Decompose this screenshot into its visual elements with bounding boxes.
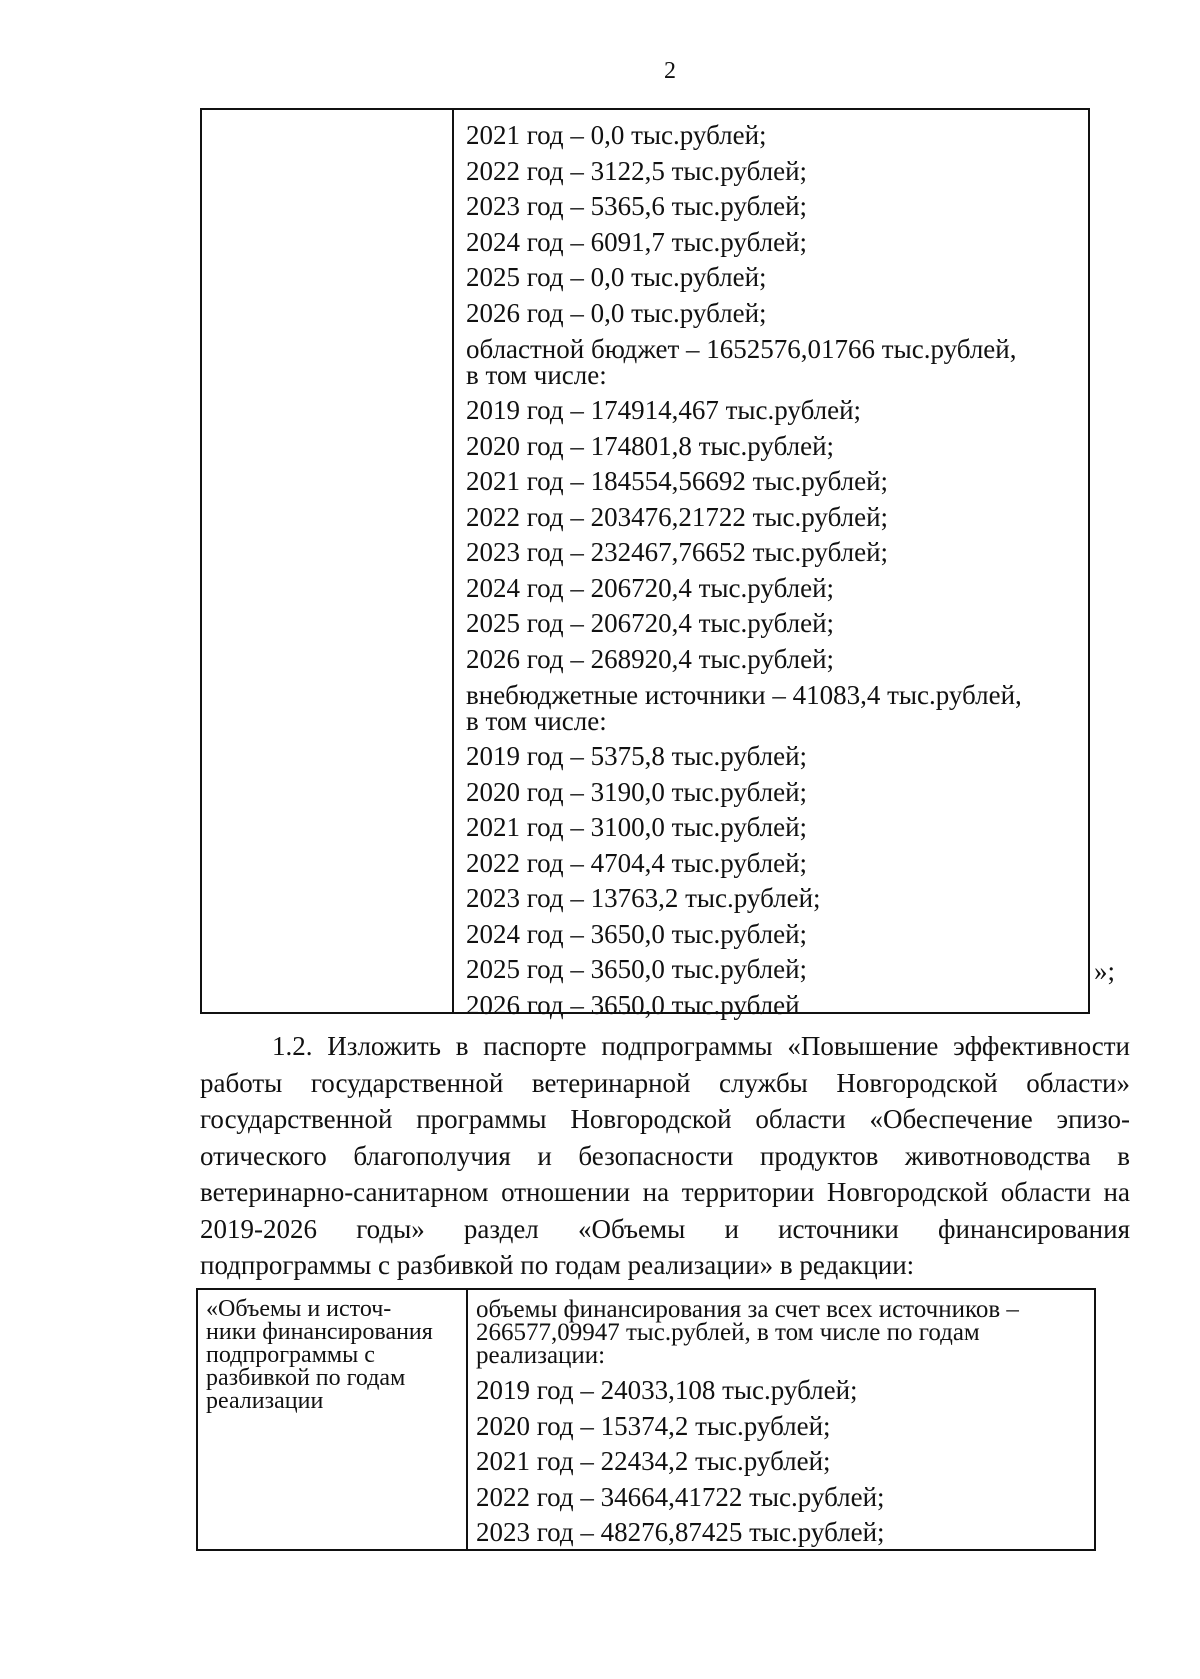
extra-line: 2019 год – 5375,8 тыс.рублей;: [466, 741, 808, 771]
regional-line: 2021 год – 184554,56692 тыс.рублей;: [466, 466, 889, 496]
extra-budget-including: в том числе:: [466, 706, 607, 736]
paragraph-line: государственной программы Новгородской области «Обеспечение эпизо-: [200, 1104, 1130, 1134]
funding-values-cell: [466, 118, 1076, 1023]
regional-line: 2022 год – 203476,21722 тыс.рублей;: [466, 501, 889, 532]
regional-budget-total: областной бюджет – 1652576,01766 тыс.рублей,: [466, 334, 1017, 364]
section-title-line: ники финансирования: [206, 1319, 433, 1345]
funding-line: 2025 год – 0,0 тыс.рублей;: [466, 262, 767, 292]
section-title-line: реализации: [206, 1388, 324, 1414]
regional-line: 2019 год – 174914,467 тыс.рублей;: [466, 395, 862, 425]
total-funding-text: [476, 1298, 1091, 1367]
paragraph-line: 1.2. Изложить в паспорте подпрограммы «Повышение эффективности: [272, 1031, 1130, 1061]
column-divider: [466, 1290, 468, 1549]
extra-line: 2021 год – 3100,0 тыс.рублей;: [466, 812, 808, 842]
funding-line: 2026 год – 0,0 тыс.рублей;: [466, 297, 767, 328]
regional-line: 2020 год – 174801,8 тыс.рублей;: [466, 430, 835, 461]
total-funding-line: реализации:: [476, 1342, 606, 1369]
page-number: 2: [664, 58, 676, 84]
extra-line: 2020 год – 3190,0 тыс.рублей;: [466, 776, 808, 807]
section-title-line: разбивкой по годам: [206, 1365, 406, 1391]
section-title-line: подпрограммы с: [206, 1342, 375, 1368]
extra-budget-header: [466, 682, 1076, 734]
year-funding-line: 2023 год – 48276,87425 тыс.рублей;: [476, 1517, 885, 1547]
year-funding-line: 2021 год – 22434,2 тыс.рублей;: [476, 1446, 831, 1476]
section-title-cell: [206, 1298, 462, 1413]
funding-line: 2022 год – 3122,5 тыс.рублей;: [466, 155, 808, 186]
total-funding-line: объемы финансирования за счет всех источников –: [476, 1296, 1019, 1323]
extra-budget-total: внебюджетные источники – 41083,4 тыс.рублей,: [466, 680, 1022, 710]
closing-quote: »;: [1094, 956, 1116, 986]
funding-line: 2023 год – 5365,6 тыс.рублей;: [466, 191, 808, 221]
amendment-paragraph: [200, 1028, 1130, 1284]
regional-budget-including: в том числе:: [466, 360, 607, 390]
extra-line: 2025 год – 3650,0 тыс.рублей;: [466, 954, 808, 984]
paragraph-line: отического благополучия и безопасности продуктов животноводства в: [200, 1140, 1130, 1171]
subprogram-funding-table: [196, 1288, 1096, 1551]
regional-line: 2025 год – 206720,4 тыс.рублей;: [466, 608, 835, 638]
funding-line: 2024 год – 6091,7 тыс.рублей;: [466, 226, 808, 257]
year-funding-line: 2019 год – 24033,108 тыс.рублей;: [476, 1375, 858, 1405]
regional-line: 2026 год – 268920,4 тыс.рублей;: [466, 643, 835, 674]
column-divider: [452, 110, 454, 1012]
funding-line: 2021 год – 0,0 тыс.рублей;: [466, 120, 767, 150]
regional-line: 2024 год – 206720,4 тыс.рублей;: [466, 572, 835, 603]
paragraph-line: подпрограммы с разбивкой по годам реализации» в редакции:: [200, 1250, 915, 1280]
regional-line: 2023 год – 232467,76652 тыс.рублей;: [466, 537, 889, 567]
year-funding-line: 2020 год – 15374,2 тыс.рублей;: [476, 1410, 831, 1441]
funding-table-continuation: [200, 108, 1090, 1020]
funding-values-cell: [476, 1298, 1091, 1551]
section-title-line: «Объемы и источ-: [206, 1296, 392, 1322]
paragraph-line: ветеринарно-санитарном отношении на территории Новгородской области на: [200, 1177, 1130, 1207]
extra-line: 2026 год – 3650,0 тыс.рублей: [466, 989, 800, 1020]
paragraph-line: 2019-2026 годы» раздел «Объемы и источники финансирования: [200, 1213, 1130, 1244]
extra-line: 2022 год – 4704,4 тыс.рублей;: [466, 847, 808, 878]
year-funding-line: 2022 год – 34664,41722 тыс.рублей;: [476, 1481, 885, 1512]
extra-line: 2024 год – 3650,0 тыс.рублей;: [466, 918, 808, 949]
paragraph-line: работы государственной ветеринарной службы Новгородской области»: [200, 1067, 1130, 1098]
regional-budget-header: [466, 336, 1076, 388]
extra-line: 2023 год – 13763,2 тыс.рублей;: [466, 883, 821, 913]
total-funding-line: 266577,09947 тыс.рублей, в том числе по годам: [476, 1319, 980, 1346]
